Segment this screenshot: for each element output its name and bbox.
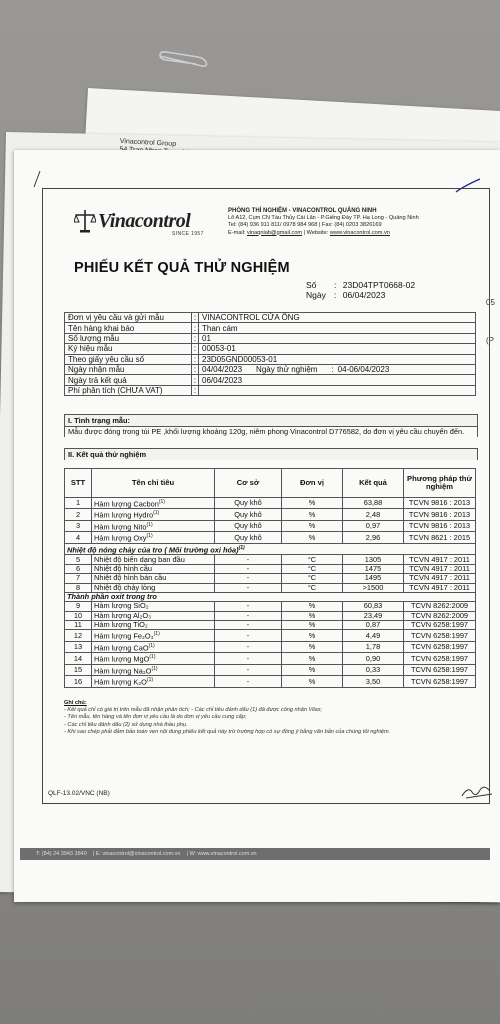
back-header-line1: Vinacontrol Group	[119, 138, 177, 148]
section2-title: II. Kết quả thử nghiệm	[65, 449, 477, 460]
result-stt: 12	[65, 630, 92, 641]
footer-tel: T: (84) 24 3943 3840	[36, 851, 87, 857]
result-name: Nhiệt độ chảy lỏng	[92, 583, 215, 592]
notes	[64, 700, 484, 736]
vinacontrol-logo	[74, 206, 230, 240]
result-value: 3,50	[343, 676, 404, 687]
result-row	[65, 653, 476, 664]
result-value: 0,90	[343, 653, 404, 664]
col-basis: Cơ sở	[215, 469, 282, 498]
result-stt: 15	[65, 664, 92, 675]
info-colon: :	[192, 375, 199, 385]
group-row	[65, 543, 476, 554]
result-stt: 5	[65, 555, 92, 564]
result-stt: 1	[65, 498, 92, 509]
result-unit: %	[282, 676, 343, 687]
info-value: 00053-01	[199, 344, 476, 354]
result-row	[65, 611, 476, 620]
result-unit: %	[282, 611, 343, 620]
result-value: 1,78	[343, 641, 404, 652]
note-line: - Các chỉ tiêu đánh dấu (2) sử dụng nhà thầu phụ.	[64, 721, 188, 728]
result-method: TCVN 6258:1997	[404, 630, 476, 641]
info-colon: :	[192, 333, 199, 343]
result-basis: -	[215, 583, 282, 592]
info-row	[65, 333, 476, 343]
result-unit: °C	[282, 564, 343, 573]
result-row	[65, 664, 476, 675]
lab-contact: E-mail: vinaqnlab@gmail.com | Website: www.vinacontrol.com.vn	[228, 229, 390, 236]
result-name: Hàm lượng SiO₂	[92, 602, 215, 611]
logo-since: SINCE 1957	[172, 231, 204, 237]
result-unit: %	[282, 498, 343, 509]
result-basis: -	[215, 630, 282, 641]
result-stt: 14	[65, 653, 92, 664]
result-value: 0,97	[343, 520, 404, 531]
result-row	[65, 520, 476, 531]
result-name: Nhiệt độ hình cầu	[92, 564, 215, 573]
result-basis: -	[215, 621, 282, 630]
info-row	[65, 364, 476, 374]
result-stt: 11	[65, 621, 92, 630]
result-value: 0,33	[343, 664, 404, 675]
result-stt: 13	[65, 641, 92, 652]
info-extra-value: 04-06/04/2023	[337, 365, 390, 375]
sample-condition-section	[64, 414, 478, 437]
lab-phone: Tel: (84) 936 911 811/ 0978 984 968 | Fax: (84) 0203 3826169	[228, 222, 382, 229]
notes-heading: Ghi chú:	[64, 700, 87, 706]
info-row	[65, 354, 476, 364]
result-method: TCVN 6258:1997	[404, 676, 476, 687]
result-unit: %	[282, 532, 343, 543]
result-unit: %	[282, 509, 343, 520]
info-label: Đơn vị yêu cầu và gửi mẫu	[65, 313, 192, 323]
result-unit: °C	[282, 555, 343, 564]
group-title: Nhiệt độ nóng chảy của tro ( Môi trường oxi hóa)$^{(1)}$	[65, 543, 476, 554]
result-unit: °C	[282, 583, 343, 592]
paperclip-icon	[156, 50, 210, 70]
result-row	[65, 641, 476, 652]
result-basis: -	[215, 664, 282, 675]
report-title: PHIẾU KẾT QUẢ THỬ NGHIỆM	[74, 260, 290, 276]
note-line: - Tên mẫu, tên hàng và tên đơn vị yêu cầu là do đơn vị yêu cầu cung cấp;	[64, 714, 247, 721]
col-method: Phương pháp thử nghiệm	[404, 469, 476, 498]
result-row	[65, 574, 476, 583]
info-label: Tên hàng khai báo	[65, 323, 192, 333]
result-basis: -	[215, 555, 282, 564]
result-method: TCVN 6258:1997	[404, 641, 476, 652]
result-name: Hàm lượng CaO$^{(1)}$	[92, 641, 215, 652]
result-name: Hàm lượng Fe₂O₃$^{(1)}$	[92, 630, 215, 641]
result-unit: %	[282, 664, 343, 675]
result-name: Nhiệt độ biến dạng ban đầu	[92, 555, 215, 564]
info-value: 01	[199, 333, 476, 343]
result-name: Hàm lượng Nito$^{(1)}$	[92, 520, 215, 531]
result-basis: Quy khô	[215, 498, 282, 509]
footer-bar: T: (84) 24 3943 3840 | E: vinacontrol@vinacontrol.com.vn | W: www.vinacontrol.com.vn	[20, 848, 490, 860]
signature-mark	[460, 782, 494, 800]
group-title: Thành phần oxit trong tro	[65, 592, 476, 601]
form-code: QLF-13.02/VNC (NB)	[48, 790, 110, 797]
result-row	[65, 621, 476, 630]
result-name: Hàm lượng MgO$^{(1)}$	[92, 653, 215, 664]
result-method: TCVN 9816 : 2013	[404, 520, 476, 531]
info-colon: :	[192, 323, 199, 333]
result-name: Hàm lượng Cacbon$^{(1)}$	[92, 498, 215, 509]
result-method: TCVN 4917 : 2011	[404, 574, 476, 583]
result-row	[65, 555, 476, 564]
info-label: Ngày trả kết quả	[65, 375, 192, 385]
report-number: Số : 23D04TPT0668-02 Ngày : 06/04/2023	[306, 280, 416, 300]
result-value: 1495	[343, 574, 404, 583]
info-row	[65, 344, 476, 354]
result-row	[65, 676, 476, 687]
result-stt: 3	[65, 520, 92, 531]
result-row	[65, 583, 476, 592]
result-basis: Quy khô	[215, 520, 282, 531]
email-label: E-mail:	[228, 229, 246, 236]
result-value: 2,96	[343, 532, 404, 543]
col-result: Kết quả	[343, 469, 404, 498]
info-row	[65, 313, 476, 323]
lab-website[interactable]: www.vinacontrol.com.vn	[329, 229, 390, 236]
result-unit: %	[282, 653, 343, 664]
result-method: TCVN 4917 : 2011	[404, 583, 476, 592]
result-basis: -	[215, 574, 282, 583]
info-colon: :	[192, 313, 199, 323]
result-value: 23,49	[343, 611, 404, 620]
result-name: Hàm lượng $Na_2O^{(1)}$	[92, 664, 215, 675]
result-value: 2,48	[343, 509, 404, 520]
info-colon: :	[192, 344, 199, 354]
test-report-sheet	[14, 150, 500, 902]
result-stt: 8	[65, 583, 92, 592]
result-unit: %	[282, 602, 343, 611]
info-label: Ngày nhận mẫu	[65, 364, 192, 374]
info-extra-label: Ngày thử nghiệm	[256, 365, 318, 375]
result-value: 4,49	[343, 630, 404, 641]
result-row	[65, 532, 476, 543]
lab-email[interactable]: vinaqnlab@gmail.com	[246, 229, 303, 236]
info-label: Ký hiệu mẫu	[65, 344, 192, 354]
result-method: TCVN 4917 : 2011	[404, 564, 476, 573]
result-method: TCVN 9816 : 2013	[404, 498, 476, 509]
ngay-label: Ngày	[306, 290, 326, 300]
info-row	[65, 385, 476, 395]
result-basis: -	[215, 676, 282, 687]
results-table	[64, 468, 476, 688]
result-name: Nhiệt độ hình bán cầu	[92, 574, 215, 583]
result-unit: %	[282, 621, 343, 630]
result-method: TCVN 6258:1997	[404, 664, 476, 675]
result-unit: %	[282, 641, 343, 652]
peek-text-a: 05	[486, 298, 495, 307]
section1-title: I. Tình trạng mẫu:	[65, 415, 477, 427]
result-unit: %	[282, 520, 343, 531]
col-stt: STT	[65, 469, 92, 498]
result-basis: Quy khô	[215, 509, 282, 520]
info-value: 06/04/2023	[199, 375, 476, 385]
ngay-value: 06/04/2023	[342, 290, 386, 300]
result-method: TCVN 9816 : 2013	[404, 509, 476, 520]
result-method: TCVN 4917 : 2011	[404, 555, 476, 564]
so-value: 23D04TPT0668-02	[342, 280, 416, 290]
note-line: - Khi sao chép phải đảm bảo toàn vẹn nội dung phiếu kết quả này trừ trường hợp có sự đồng ý bằng văn bản của chúng tôi nghiệm.	[64, 728, 391, 735]
col-name: Tên chỉ tiêu	[92, 469, 215, 498]
result-method: TCVN 8262:2009	[404, 611, 476, 620]
result-row	[65, 498, 476, 509]
result-row	[65, 509, 476, 520]
result-stt: 4	[65, 532, 92, 543]
info-label: Theo giấy yêu cầu số	[65, 354, 192, 364]
result-value: 1475	[343, 564, 404, 573]
note-line: - Kết quả chỉ có giá trị trên mẫu đã nhận phân tích; - Các chỉ tiêu đánh dấu (1) đã được công nhận Vilas;	[64, 707, 323, 714]
result-value: 60,83	[343, 602, 404, 611]
result-name: Hàm lượng Al₂O₃	[92, 611, 215, 620]
result-method: TCVN 6258:1997	[404, 653, 476, 664]
result-stt: 10	[65, 611, 92, 620]
info-colon: :	[192, 364, 199, 374]
info-colon: :	[192, 385, 199, 395]
info-label: Số lượng mẫu	[65, 333, 192, 343]
result-basis: -	[215, 602, 282, 611]
result-basis: -	[215, 611, 282, 620]
result-basis: -	[215, 653, 282, 664]
result-basis: -	[215, 641, 282, 652]
section1-text: Mẫu được đóng trong túi PE ,khối lượng khoảng 120g, niêm phong Vinacontrol D776582, do đơn vị yêu cầu chuyển đến.	[68, 427, 465, 436]
result-stt: 7	[65, 574, 92, 583]
info-value: VINACONTROL CỬA ÔNG	[199, 313, 476, 323]
info-colon: :	[192, 354, 199, 364]
result-basis: -	[215, 564, 282, 573]
result-name: Hàm lượng Hydro$^{(1)}$	[92, 509, 215, 520]
so-label: Số	[306, 280, 317, 290]
group-row	[65, 592, 476, 601]
results-section	[64, 448, 478, 460]
result-stt: 9	[65, 602, 92, 611]
result-method: TCVN 8262:2009	[404, 602, 476, 611]
lab-header	[228, 208, 488, 237]
info-value: 04/04/2023 Ngày thử nghiệm : 04-06/04/2023	[199, 364, 476, 374]
info-value	[199, 385, 476, 395]
result-method: TCVN 6258:1997	[404, 621, 476, 630]
result-basis: Quy khô	[215, 532, 282, 543]
pen-mark-icon	[32, 170, 42, 188]
result-row	[65, 564, 476, 573]
result-value: 1305	[343, 555, 404, 564]
info-value: Than cám	[199, 323, 476, 333]
result-row	[65, 602, 476, 611]
info-row	[65, 375, 476, 385]
lab-address: Lô A12, Cụm CN Tàu Thủy Cái Lân - P.Giếng Đáy TP. Hạ Long - Quảng Ninh	[228, 215, 419, 222]
result-stt: 16	[65, 676, 92, 687]
result-stt: 6	[65, 564, 92, 573]
peek-text-b: (P	[486, 336, 494, 345]
result-unit: %	[282, 630, 343, 641]
sample-info-table	[64, 312, 476, 396]
result-unit: °C	[282, 574, 343, 583]
result-value: >1500	[343, 583, 404, 592]
result-method: TCVN 8621 : 2015	[404, 532, 476, 543]
result-name: Hàm lượng $K_2O^{(1)}$	[92, 676, 215, 687]
col-unit: Đơn vị	[282, 469, 343, 498]
info-value: 23D05GND00053-01	[199, 354, 476, 364]
info-label: Phí phân tích (CHƯA VAT)	[65, 385, 192, 395]
result-value: 0,87	[343, 621, 404, 630]
info-extra-colon: :	[331, 365, 334, 375]
website-label: Website:	[306, 229, 329, 236]
logo-wordmark: Vinacontrol	[98, 210, 191, 232]
footer-email: E: vinacontrol@vinacontrol.com.vn	[95, 851, 181, 857]
result-name: Hàm lượng TiO₂	[92, 621, 215, 630]
lab-name: PHÒNG THÍ NGHIỆM - VINACONTROL QUẢNG NINH	[228, 208, 377, 214]
result-value: 63,88	[343, 498, 404, 509]
result-name: Hàm lượng Oxy$^{(1)}$	[92, 532, 215, 543]
scales-icon	[74, 208, 96, 234]
footer-web: W: www.vinacontrol.com.vn	[189, 851, 257, 857]
info-row	[65, 323, 476, 333]
result-stt: 2	[65, 509, 92, 520]
result-row	[65, 630, 476, 641]
